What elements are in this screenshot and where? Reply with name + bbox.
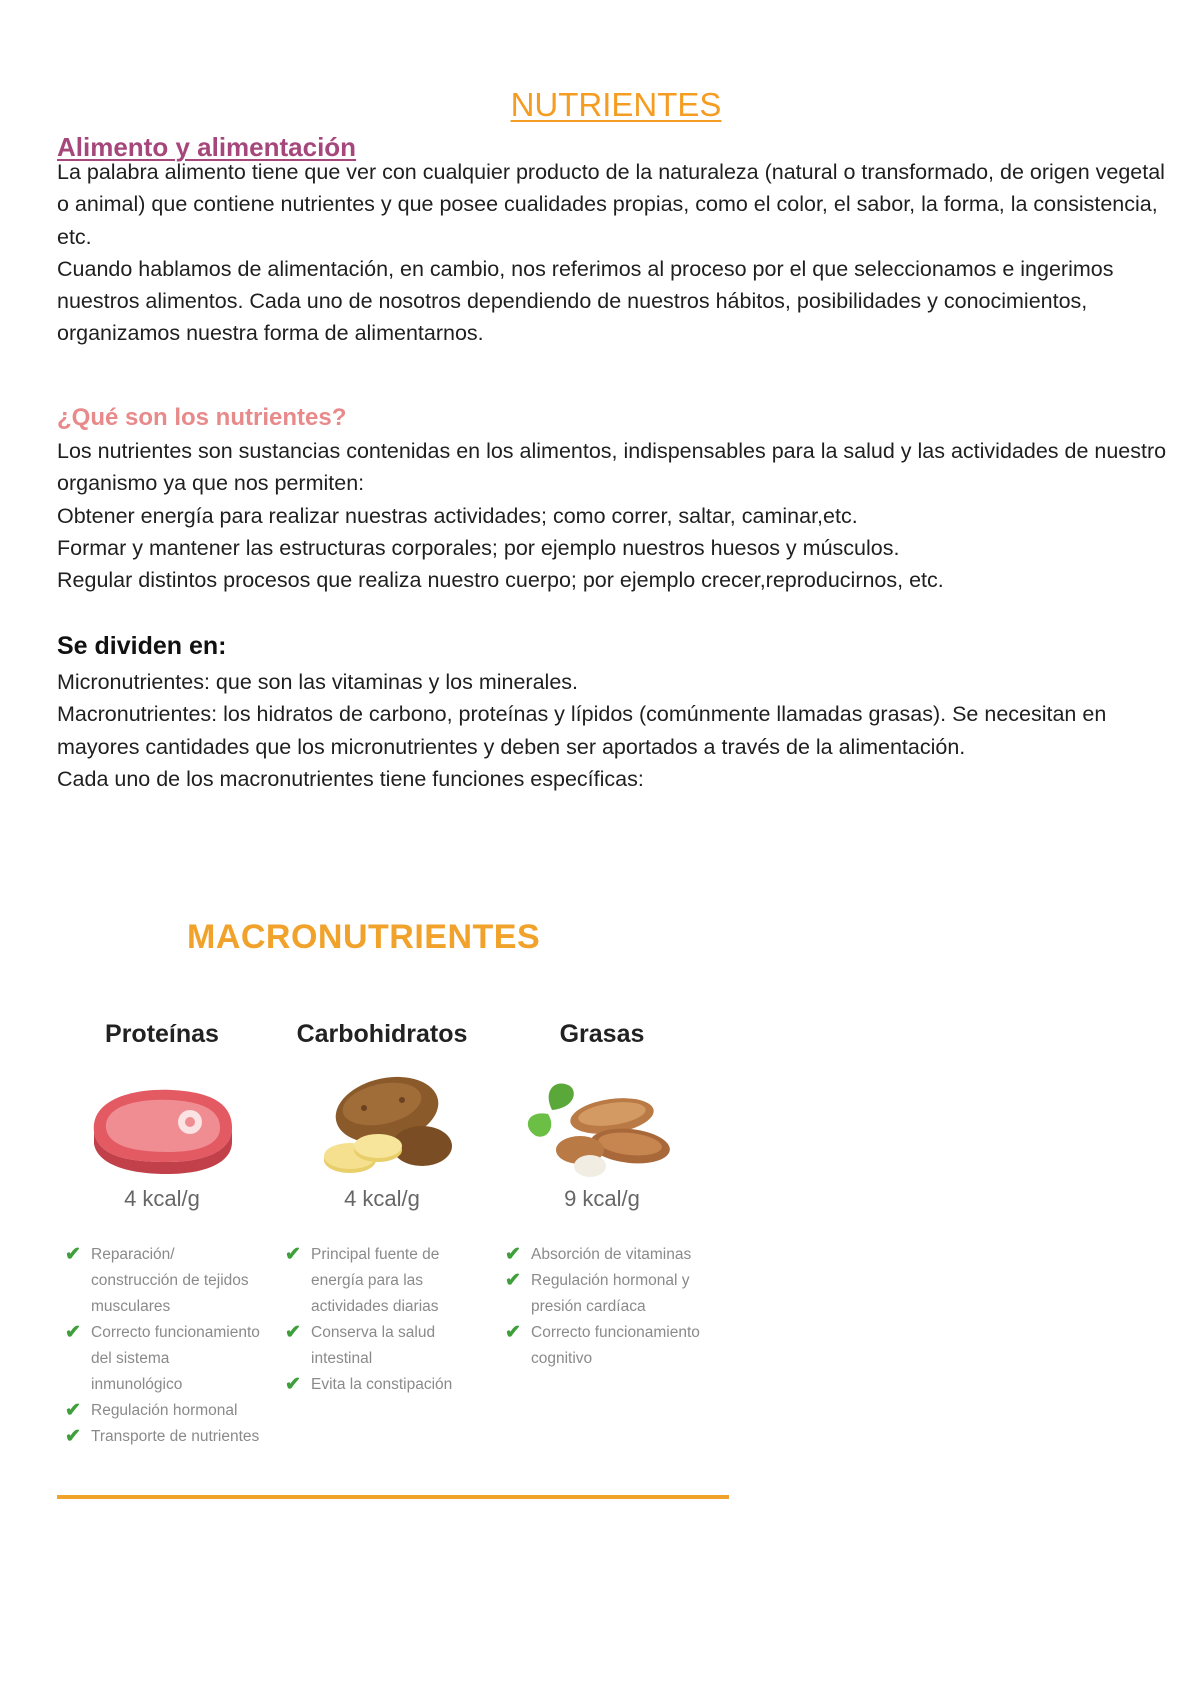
section-body-nutrientes: [57, 435, 1182, 596]
section-body-alimento: [57, 156, 1182, 350]
list-item: ✔ Transporte de nutrientes: [65, 1424, 265, 1450]
paragraph: Macronutrientes: los hidratos de carbono, proteínas y lípidos (comúnmente llamadas grasas). Se necesitan en mayores cantidades que los micronutrientes y deben ser aportados a través de la alimentación.: [57, 702, 1107, 759]
section-body-dividen: [57, 666, 1182, 795]
paragraph: La palabra alimento tiene que ver con cualquier producto de la naturaleza (natural o transformado, de origen vegetal o animal) que contiene nutrientes y que posee cualidades propias, como el color, el sabor, la forma, la consistencia, etc.: [57, 160, 1165, 249]
section-heading-nutrientes: ¿Qué son los nutrientes?: [57, 404, 347, 431]
benefits-list: [65, 1242, 265, 1450]
check-icon: ✔: [65, 1400, 81, 1421]
potato-icon: [292, 1070, 472, 1180]
infographic-divider: [57, 1495, 729, 1499]
section-heading-alimento: Alimento y alimentación: [57, 132, 357, 162]
check-icon: ✔: [285, 1244, 301, 1265]
list-item: ✔ Principal fuente de energía para las actividades diarias: [285, 1244, 440, 1315]
paragraph: Micronutrientes: que son las vitaminas y los minerales.: [57, 670, 578, 694]
almonds-icon: [512, 1070, 692, 1180]
paragraph: Cada uno de los macronutrientes tiene funciones específicas:: [57, 766, 644, 791]
check-icon: ✔: [505, 1244, 521, 1265]
column-name: Carbohidratos: [296, 1020, 468, 1048]
paragraph: Obtener energía para realizar nuestras actividades; como correr, saltar, caminar,etc.: [57, 503, 858, 528]
list-item: ✔ Regulación hormonal y presión cardíaca: [505, 1270, 690, 1315]
kcal-value: 4 kcal/g: [124, 1186, 200, 1211]
check-icon: ✔: [65, 1244, 81, 1265]
list-item: ✔ Evita la constipación: [285, 1372, 485, 1398]
paragraph: Formar y mantener las estructuras corporales; por ejemplo nuestros huesos y músculos.: [57, 535, 900, 560]
kcal-value: 9 kcal/g: [564, 1186, 640, 1211]
check-icon: ✔: [285, 1322, 301, 1343]
column-name: Proteínas: [105, 1020, 219, 1048]
check-icon: ✔: [65, 1426, 81, 1447]
list-item: ✔ Absorción de vitaminas: [505, 1242, 705, 1268]
paragraph: Cuando hablamos de alimentación, en cambio, nos referimos al proceso por el que seleccionamos e ingerimos nuestros alimentos. Cada uno de nosotros dependiendo de nuestros hábitos, posibilidades y conocimientos, organizamos nuestra forma de alimentarnos.: [57, 256, 1114, 346]
paragraph: Regular distintos procesos que realiza nuestro cuerpo; por ejemplo crecer,reproducirnos, etc.: [57, 568, 944, 593]
benefits-list: [505, 1242, 705, 1372]
check-icon: ✔: [65, 1322, 81, 1343]
page-title: NUTRIENTES: [510, 86, 722, 123]
kcal-value: 4 kcal/g: [344, 1186, 420, 1211]
check-icon: ✔: [505, 1270, 521, 1291]
meat-steak-icon: [72, 1070, 252, 1180]
list-item: ✔ Regulación hormonal: [65, 1398, 265, 1424]
list-item: ✔ Conserva la salud intestinal: [285, 1322, 436, 1367]
check-icon: ✔: [285, 1374, 301, 1395]
benefits-list: [285, 1242, 485, 1398]
paragraph: Los nutrientes son sustancias contenidas en los alimentos, indispensables para la salud y las actividades de nuestro organismo ya que nos permiten:: [57, 439, 1167, 496]
check-icon: ✔: [505, 1322, 521, 1343]
macronutrients-infographic: [57, 900, 737, 1520]
list-item: ✔ Correcto funcionamiento del sistema inmunológico: [65, 1322, 260, 1393]
list-item: ✔ Reparación/ construcción de tejidos musculares: [65, 1244, 249, 1315]
infographic-title: MACRONUTRIENTES: [187, 918, 541, 956]
section-heading-dividen: Se dividen en:: [57, 632, 227, 660]
column-name: Grasas: [559, 1020, 645, 1048]
list-item: ✔ Correcto funcionamiento cognitivo: [505, 1322, 700, 1367]
